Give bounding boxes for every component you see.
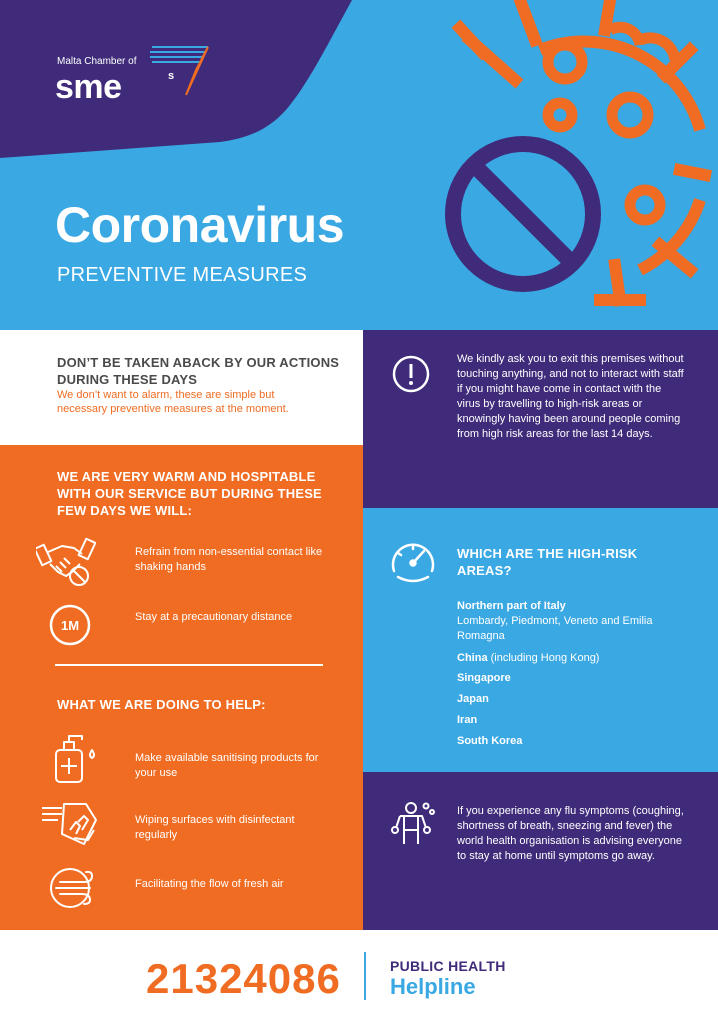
footer-label-top: PUBLIC HEALTH xyxy=(390,958,506,974)
risk-area: China (including Hong Kong) xyxy=(457,652,600,664)
risk-heading: WHICH ARE THE HIGH-RISK AREAS? xyxy=(457,546,638,578)
help-heading: WHAT WE ARE DOING TO HELP: xyxy=(57,697,266,712)
page-title: Coronavirus xyxy=(55,197,345,253)
notice-text: We kindly ask you to exit this premises without touching anything, and not to interact with staff if you might have come in contact with the virus by travelling to high-risk areas or knowingly having been around people coming from high risk areas for the last 14 days. xyxy=(457,353,684,440)
service-item-text: Stay at a precautionary distance xyxy=(135,611,293,623)
logo-org-superscript: s xyxy=(168,70,175,82)
sanitiser-icon xyxy=(50,734,100,786)
risk-area: Northern part of Italy Lombardy, Piedmont, Veneto and Emilia Romagna xyxy=(457,600,653,642)
exclamation-icon xyxy=(391,354,431,394)
service-item-text: Refrain from non-essential contact like shaking hands xyxy=(135,546,323,573)
risk-area: South Korea xyxy=(457,735,523,747)
logo-org-big: sme xyxy=(55,68,122,106)
help-item-text: Facilitating the flow of fresh air xyxy=(135,878,284,890)
help-item-text: Make available sanitising products for your use xyxy=(135,752,319,779)
gauge-icon xyxy=(388,537,438,585)
svg-text:1M: 1M xyxy=(60,618,80,633)
distance-1m-icon xyxy=(48,603,92,647)
footer xyxy=(0,930,718,1024)
risk-area: Iran xyxy=(457,714,478,726)
header-banner xyxy=(0,0,718,330)
fresh-air-icon xyxy=(48,866,100,910)
service-heading: WE ARE VERY WARM AND HOSPITABLE WITH OUR SERVICE BUT DURING THESE FEW DAYS WE WILL: xyxy=(57,469,322,518)
page-subtitle: PREVENTIVE MEASURES xyxy=(57,264,308,286)
prohibited-icon xyxy=(453,144,593,284)
helpline-phone-number[interactable]: 21324086 xyxy=(146,955,341,1002)
footer-label-bottom: Helpline xyxy=(390,974,476,999)
risk-area: Singapore xyxy=(457,672,511,684)
sick-person-icon xyxy=(386,800,436,850)
intro-text: We don’t want to alarm, these are simple but necessary preventive measures at the moment. xyxy=(57,389,289,415)
help-item-text: Wiping surfaces with disinfectant regularly xyxy=(135,814,295,841)
footer-divider xyxy=(364,952,366,1000)
intro-heading: DON’T BE TAKEN ABACK BY OUR ACTIONS DURING THESE DAYS xyxy=(57,355,340,387)
wiping-icon xyxy=(40,800,102,854)
logo-org-small: Malta Chamber of xyxy=(57,56,137,67)
symptoms-text: If you experience any flu symptoms (coughing, shortness of breath, sneezing and fever) the world health organisation is advising everyone to stay at home until symptoms go away. xyxy=(457,805,684,862)
no-handshake-icon xyxy=(36,536,96,588)
section-divider xyxy=(55,664,323,666)
risk-area: Japan xyxy=(457,693,489,705)
